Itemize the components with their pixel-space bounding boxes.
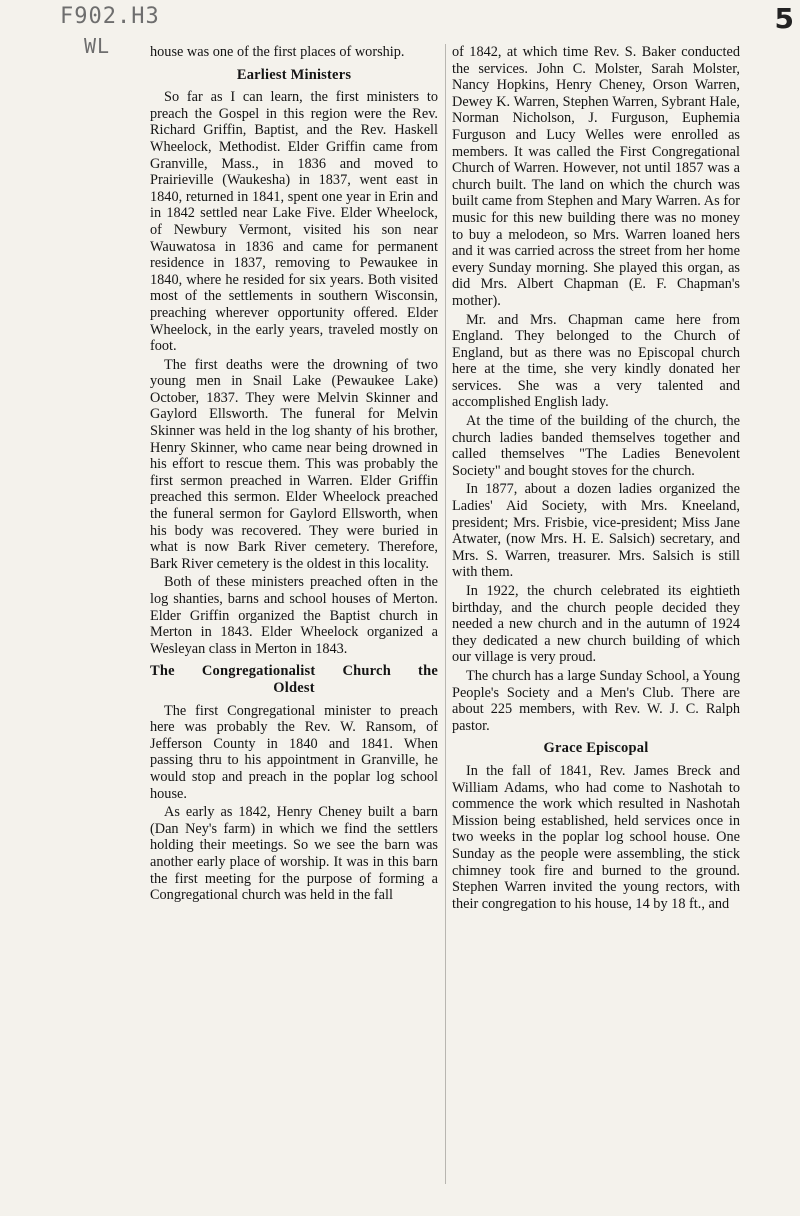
paragraph: As early as 1842, Henry Cheney built a barn (Dan Ney's farm) in which we find the settlers holding their meetings. So we see the barn was another early place of worship. It was in this barn the first meeting for the purpose of forming a Congregational church was held in the fall (150, 804, 438, 904)
paragraph: The first deaths were the drowning of two young men in Snail Lake (Pewaukee Lake) October, 1837. They were Melvin Skinner and Gaylord Ellsworth. The funeral for Melvin Skinner was held in the log shanty of his brother, Henry Skinner, who came near being drowned in his effort to rescue them. This was probably the first sermon preached in Warren. Elder Griffin preached this sermon. Elder Wheelock preached the funeral sermon for Gaylord Ellsworth, when his body was recovered. They were buried in what is now Bark River cemetery. Therefore, Bark River cemetery is the oldest in this locality. (150, 356, 438, 572)
paragraph: The first Congregational minister to preach here was probably the Rev. W. Ransom, of Jefferson County in 1840 and 1841. When passing thru to his appointment in Granville, he would stop and preach in the poplar log school house. (150, 702, 438, 802)
section-heading-grace-episcopal: Grace Episcopal (543, 740, 649, 757)
paragraph: house was one of the first places of worship. (150, 44, 405, 60)
paragraph: So far as I can learn, the first ministers to preach the Gospel in this region were the Rev. Richard Griffin, Baptist, and the Rev. Haskell Wheelock, Methodist. Elder Griffin came from Granville, Mass., in 1836 and moved to Prairieville (Waukesha) in 1837, went east in 1840, returned in 1841, spent one year in Erin and in 1842 settled near Lake Five. Elder Wheelock, of Newbury Vermont, visited his son near Wauwatosa in 1836 and came for permanent residence in 1837, removing to Pewaukee in 1840, where he resided for six years. Both visited most of the settlements in southern Wisconsin, preaching wherever opportunity offered. Elder Wheelock, in the early years, traveled mostly on foot. (150, 89, 438, 355)
paragraph: The church has a large Sunday School, a Young People's Society and a Men's Club. There are about 225 members, with Rev. W. J. C. Ralph pastor. (452, 667, 740, 734)
paragraph: In 1877, about a dozen ladies organized the Ladies' Aid Society, with Mrs. Kneeland, president; Mrs. Frisbie, vice-president; Miss Jane Atwater, (now Mrs. H. E. Salsich) secretary, and Mrs. S. Warren, treasurer. Mrs. Salsich is still with them. (452, 481, 740, 581)
handwritten-initials: WL (84, 34, 111, 58)
paragraph: In the fall of 1841, Rev. James Breck and William Adams, who had come to Nashotah to commence the work which resulted in Nashotah Mission being established, held services once in two weeks in the poplar log school house. One Sunday as the people were assembling, the stick chimney took fire and burned to the ground. Stephen Warren invited the young rectors, with their congregation to his house, 14 by 18 ft., and (452, 762, 740, 912)
paragraph: Both of these ministers preached often in the log shanties, barns and school houses of Merton. Elder Griffin organized the Baptist church in Merton in 1843. Elder Wheelock organized a Wesleyan class in Merton in 1843. (150, 574, 438, 657)
paragraph: In 1922, the church celebrated its eightieth birthday, and the church people decided they needed a new church and in the autumn of 1924 they dedicated a new church building of which our village is very proud. (452, 583, 740, 666)
paragraph: of 1842, at which time Rev. S. Baker conducted the services. John C. Molster, Sarah Molster, Nancy Hopkins, Henry Cheney, Orson Warren, Dewey K. Warren, Stephen Warren, Sybrant Hale, Norman Nicholson, J. Furguson, Euphemia Furguson and Lucy Welles were enrolled as members. It was called the First Congregational Church of Warren. However, not until 1857 was a church built. The land on which the church was built came from Stephen and Mary Warren. As for music for this new building there was no money to buy a melodeon, so Mrs. Warren loaned hers and it was carried across the street from her home every Sunday morning. She played this organ, as did Mrs. Albert Chapman (E. F. Chapman's mother). (452, 44, 740, 309)
right-column (452, 44, 740, 914)
left-column (150, 44, 438, 906)
section-heading-congregationalist-line1: The Congregationalist Church the (150, 663, 438, 680)
paragraph: At the time of the building of the church, the church ladies banded themselves together and called themselves "The Ladies Benevolent Society" and bought stoves for the church. (452, 413, 740, 479)
section-heading-congregationalist-line2: Oldest (273, 679, 315, 696)
section-heading-earliest-ministers: Earliest Ministers (236, 66, 352, 83)
column-divider (445, 44, 446, 1184)
handwritten-catalog-number: F902.H3 (60, 4, 160, 29)
page-number: 5 (774, 2, 794, 35)
paragraph: Mr. and Mrs. Chapman came here from England. They belonged to the Church of England, but as there was no Episcopal church here at the time, she very kindly donated her services. She was a very talented and accomplished English lady. (452, 311, 740, 411)
